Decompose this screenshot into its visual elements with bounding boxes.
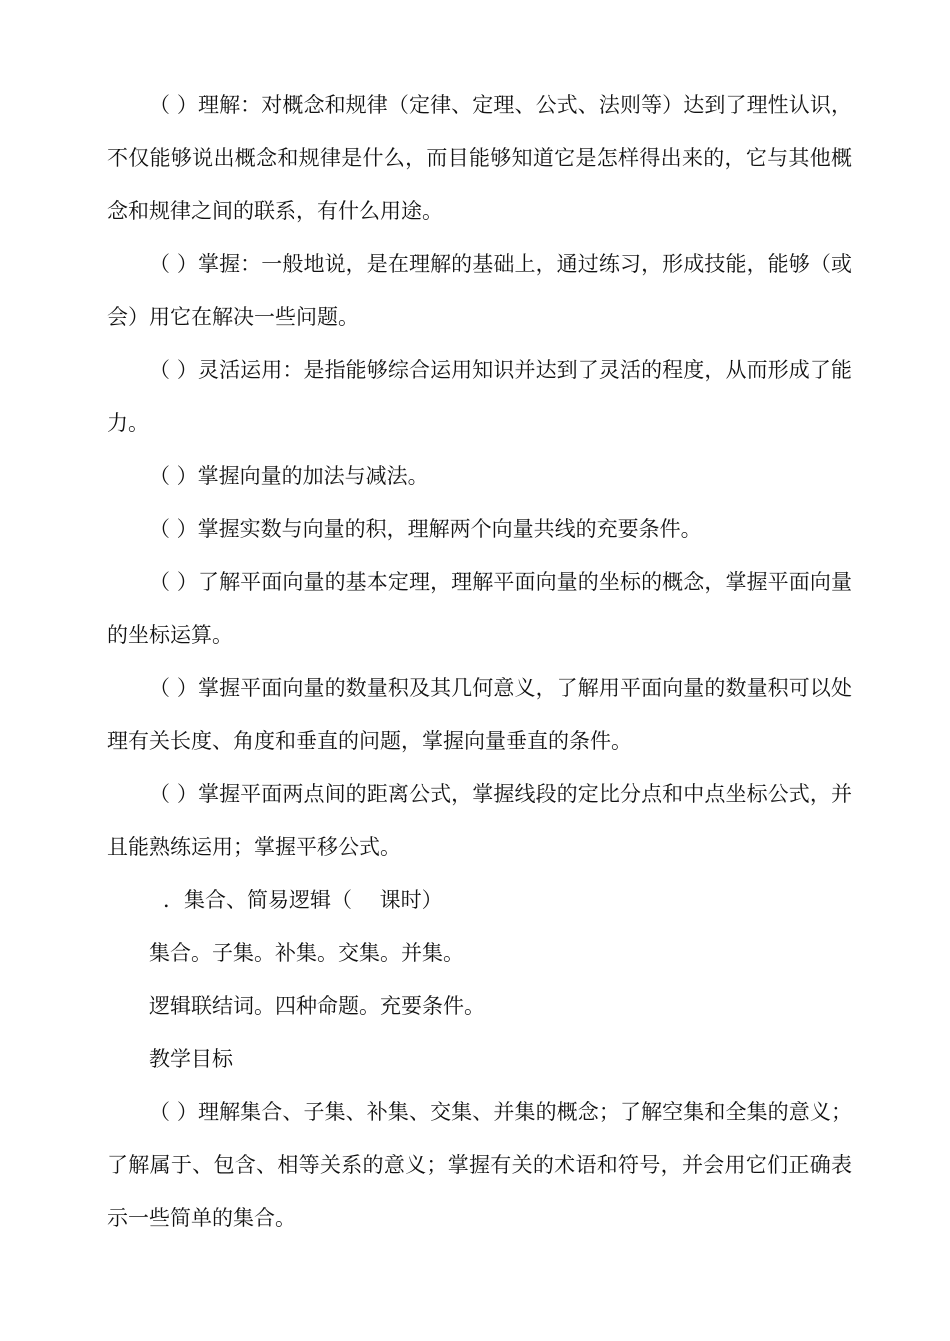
paragraph-dot-product: （ ）掌握平面向量的数量积及其几何意义，了解用平面向量的数量积可以处理有关长度、角度和垂直的问题，掌握向量垂直的条件。 xyxy=(107,676,852,753)
paragraph-set-objectives: （ ）理解集合、子集、补集、交集、并集的概念；了解空集和全集的意义；了解属于、包含、相等关系的意义；掌握有关的术语和符号，并会用它们正确表示一些简单的集合。 xyxy=(107,1100,852,1230)
paragraph-mastery: （ ）掌握：一般地说，是在理解的基础上，通过练习，形成技能，能够（或会）用它在解决一些问题。 xyxy=(107,252,852,329)
paragraph-understanding: （ ）理解：对概念和规律（定律、定理、公式、法则等）达到了理性认识，不仅能够说出概念和规律是什么，而目能够知道它是怎样得出来的，它与其他概念和规律之间的联系，有什么用途。 xyxy=(107,93,852,223)
paragraph-scalar-product: （ ）掌握实数与向量的积，理解两个向量共线的充要条件。 xyxy=(149,517,702,541)
paragraph-vector-addition: （ ）掌握向量的加法与减法。 xyxy=(149,464,429,488)
paragraph-distance-formula: （ ）掌握平面两点间的距离公式，掌握线段的定比分点和中点坐标公式，并且能熟练运用；掌握平移公式。 xyxy=(107,782,852,859)
topic-logic: 逻辑联结词。四种命题。充要条件。 xyxy=(149,994,485,1018)
section-heading: ．集合、简易逻辑（ 课时） xyxy=(163,888,443,912)
document-body xyxy=(107,79,852,1245)
paragraph-flexible-use: （ ）灵活运用：是指能够综合运用知识并达到了灵活的程度，从而形成了能力。 xyxy=(107,358,852,435)
paragraph-basis-theorem: （ ）了解平面向量的基本定理，理解平面向量的坐标的概念，掌握平面向量的坐标运算。 xyxy=(107,570,852,647)
topic-sets: 集合。子集。补集。交集。并集。 xyxy=(149,941,464,965)
objectives-label: 教学目标 xyxy=(149,1047,233,1071)
